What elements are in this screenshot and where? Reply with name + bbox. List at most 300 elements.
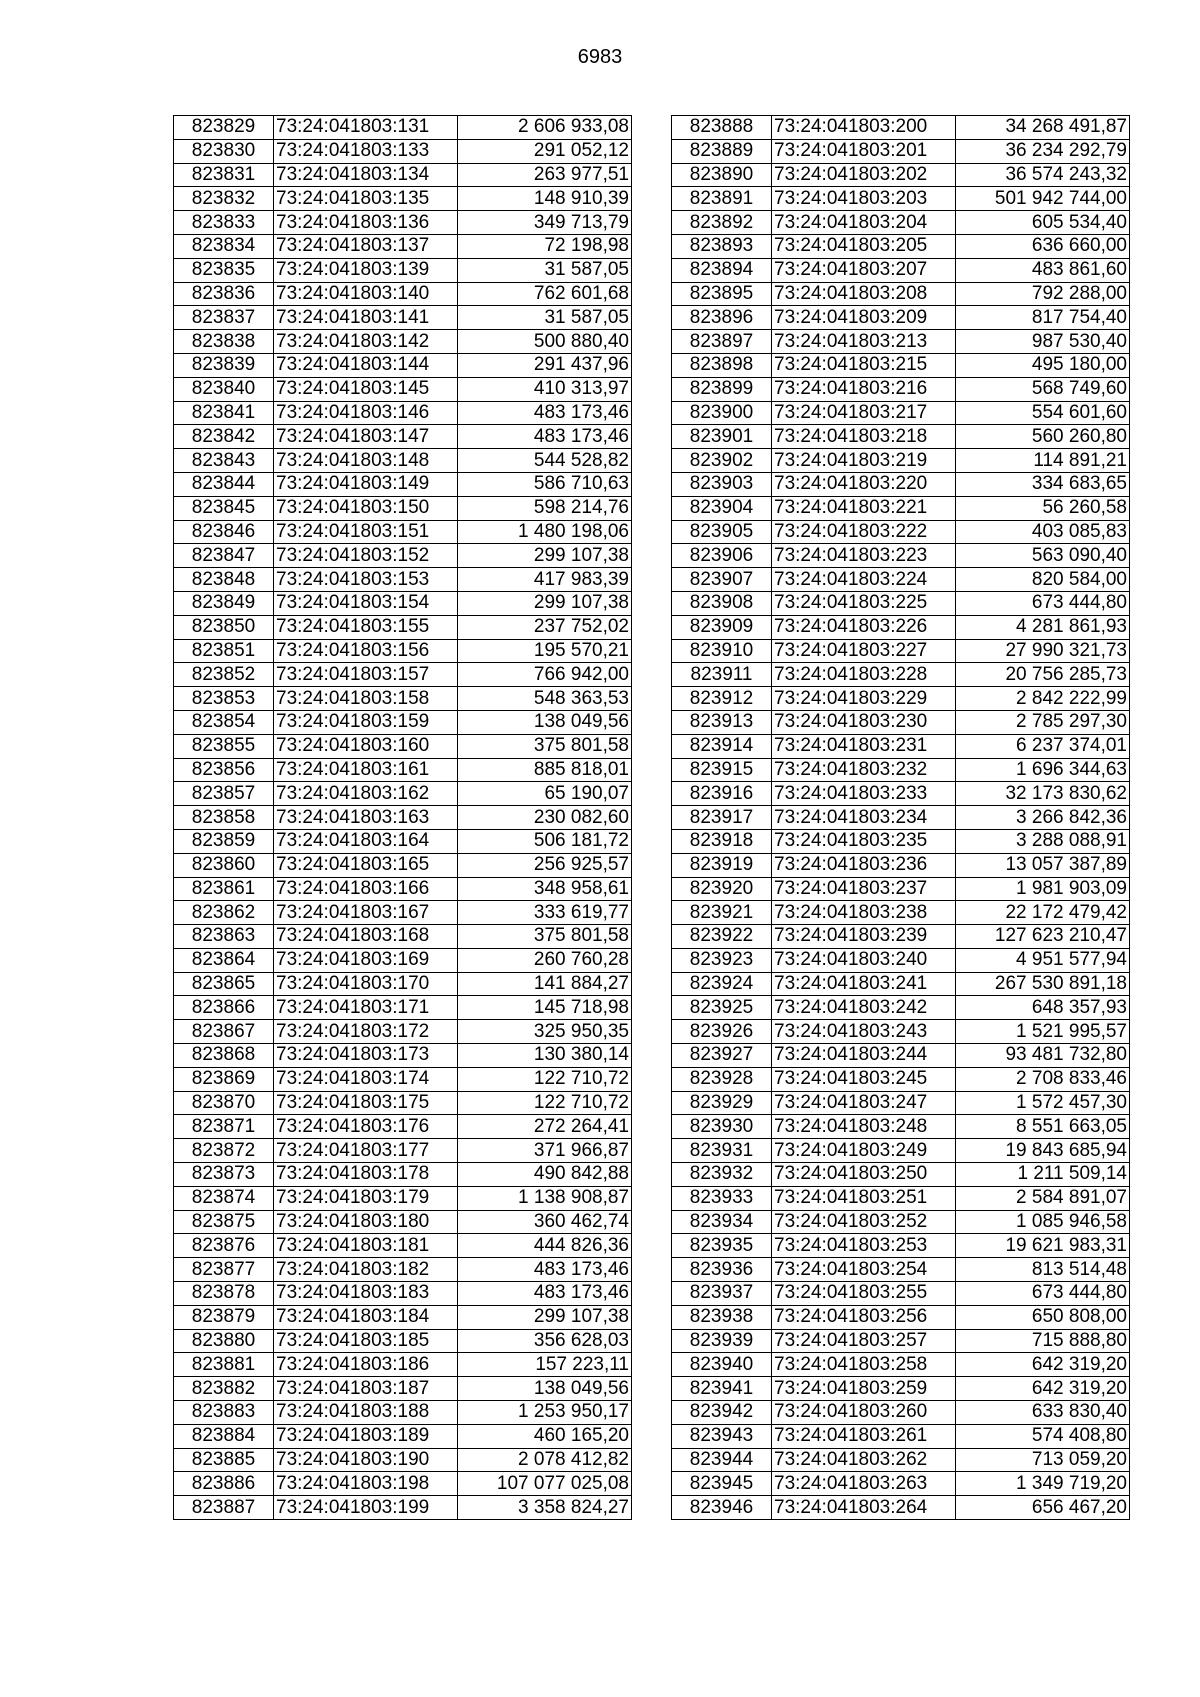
cadastral-value: 375 801,58 [458, 925, 632, 949]
cadastral-value: 501 942 744,00 [956, 187, 1130, 211]
cadastral-value: 1 521 995,57 [956, 1020, 1130, 1044]
cadastral-value: 500 880,40 [458, 330, 632, 354]
row-number: 823937 [672, 1282, 772, 1306]
cadastral-value: 648 357,93 [956, 996, 1130, 1020]
cadastral-number: 73:24:041803:172 [274, 1020, 458, 1044]
table-row [672, 568, 1130, 592]
cadastral-value: 272 264,41 [458, 1115, 632, 1139]
row-number: 823876 [174, 1234, 274, 1258]
row-number: 823841 [174, 401, 274, 425]
cadastral-value: 1 138 908,87 [458, 1186, 632, 1210]
cadastral-value: 560 260,80 [956, 425, 1130, 449]
row-number: 823855 [174, 734, 274, 758]
cadastral-value: 1 211 509,14 [956, 1163, 1130, 1187]
cadastral-value: 138 049,56 [458, 1377, 632, 1401]
cadastral-value: 32 173 830,62 [956, 782, 1130, 806]
cadastral-value: 107 077 025,08 [458, 1472, 632, 1496]
table-row [174, 877, 632, 901]
row-number: 823908 [672, 591, 772, 615]
table-row [174, 615, 632, 639]
cadastral-value: 673 444,80 [956, 591, 1130, 615]
row-number: 823914 [672, 734, 772, 758]
cadastral-number: 73:24:041803:217 [772, 401, 956, 425]
cadastral-value: 817 754,40 [956, 306, 1130, 330]
table-row [672, 663, 1130, 687]
table-row [672, 306, 1130, 330]
cadastral-number: 73:24:041803:258 [772, 1353, 956, 1377]
row-number: 823850 [174, 615, 274, 639]
cadastral-value: 410 313,97 [458, 377, 632, 401]
table-row [672, 1115, 1130, 1139]
cadastral-number: 73:24:041803:231 [772, 734, 956, 758]
row-number: 823840 [174, 377, 274, 401]
cadastral-number: 73:24:041803:243 [772, 1020, 956, 1044]
cadastral-value: 642 319,20 [956, 1353, 1130, 1377]
table-row [174, 1044, 632, 1068]
table-row [672, 353, 1130, 377]
cadastral-value: 792 288,00 [956, 282, 1130, 306]
table-row [672, 615, 1130, 639]
cadastral-number: 73:24:041803:240 [772, 948, 956, 972]
table-row [174, 972, 632, 996]
table-row [174, 401, 632, 425]
cadastral-number: 73:24:041803:145 [274, 377, 458, 401]
row-number: 823889 [672, 139, 772, 163]
cadastral-number: 73:24:041803:259 [772, 1377, 956, 1401]
table-row [174, 901, 632, 925]
cadastral-value: 13 057 387,89 [956, 853, 1130, 877]
cadastral-number: 73:24:041803:247 [772, 1091, 956, 1115]
table-row [672, 1186, 1130, 1210]
cadastral-number: 73:24:041803:182 [274, 1258, 458, 1282]
table-row [174, 853, 632, 877]
cadastral-number: 73:24:041803:245 [772, 1067, 956, 1091]
cadastral-value: 483 173,46 [458, 1258, 632, 1282]
table-row [672, 996, 1130, 1020]
cadastral-number: 73:24:041803:167 [274, 901, 458, 925]
table-row [174, 139, 632, 163]
cadastral-value: 813 514,48 [956, 1258, 1130, 1282]
table-row [672, 806, 1130, 830]
row-number: 823854 [174, 710, 274, 734]
cadastral-number: 73:24:041803:152 [274, 544, 458, 568]
cadastral-value: 20 756 285,73 [956, 663, 1130, 687]
table-row [174, 1282, 632, 1306]
cadastral-value: 766 942,00 [458, 663, 632, 687]
cadastral-number: 73:24:041803:174 [274, 1067, 458, 1091]
cadastral-number: 73:24:041803:133 [274, 139, 458, 163]
cadastral-number: 73:24:041803:151 [274, 520, 458, 544]
row-number: 823861 [174, 877, 274, 901]
table-row [672, 187, 1130, 211]
table-row [174, 258, 632, 282]
row-number: 823932 [672, 1163, 772, 1187]
row-number: 823897 [672, 330, 772, 354]
row-number: 823870 [174, 1091, 274, 1115]
row-number: 823882 [174, 1377, 274, 1401]
cadastral-value: 1 696 344,63 [956, 758, 1130, 782]
cadastral-number: 73:24:041803:234 [772, 806, 956, 830]
table-row [174, 496, 632, 520]
table-row [672, 234, 1130, 258]
cadastral-number: 73:24:041803:169 [274, 948, 458, 972]
cadastral-number: 73:24:041803:228 [772, 663, 956, 687]
cadastral-number: 73:24:041803:213 [772, 330, 956, 354]
table-row [672, 520, 1130, 544]
cadastral-number: 73:24:041803:186 [274, 1353, 458, 1377]
cadastral-value: 715 888,80 [956, 1329, 1130, 1353]
table-row [174, 544, 632, 568]
cadastral-value: 4 281 861,93 [956, 615, 1130, 639]
row-number: 823883 [174, 1401, 274, 1425]
cadastral-number: 73:24:041803:147 [274, 425, 458, 449]
cadastral-number: 73:24:041803:136 [274, 211, 458, 235]
row-number: 823846 [174, 520, 274, 544]
cadastral-number: 73:24:041803:153 [274, 568, 458, 592]
cadastral-value: 1 253 950,17 [458, 1401, 632, 1425]
row-number: 823832 [174, 187, 274, 211]
row-number: 823910 [672, 639, 772, 663]
row-number: 823902 [672, 449, 772, 473]
cadastral-table-right [671, 115, 1130, 1520]
table-row [174, 1210, 632, 1234]
cadastral-value: 237 752,02 [458, 615, 632, 639]
table-row [672, 948, 1130, 972]
row-number: 823926 [672, 1020, 772, 1044]
table-row [672, 401, 1130, 425]
cadastral-value: 267 530 891,18 [956, 972, 1130, 996]
cadastral-number: 73:24:041803:203 [772, 187, 956, 211]
table-row [174, 639, 632, 663]
table-row [672, 377, 1130, 401]
cadastral-value: 490 842,88 [458, 1163, 632, 1187]
row-number: 823894 [672, 258, 772, 282]
cadastral-number: 73:24:041803:236 [772, 853, 956, 877]
cadastral-number: 73:24:041803:199 [274, 1496, 458, 1520]
cadastral-number: 73:24:041803:201 [772, 139, 956, 163]
table-row [672, 1305, 1130, 1329]
row-number: 823829 [174, 116, 274, 140]
row-number: 823946 [672, 1496, 772, 1520]
cadastral-value: 987 530,40 [956, 330, 1130, 354]
cadastral-number: 73:24:041803:264 [772, 1496, 956, 1520]
cadastral-value: 642 319,20 [956, 1377, 1130, 1401]
cadastral-value: 483 861,60 [956, 258, 1130, 282]
row-number: 823941 [672, 1377, 772, 1401]
table-row [174, 1472, 632, 1496]
row-number: 823873 [174, 1163, 274, 1187]
cadastral-value: 145 718,98 [458, 996, 632, 1020]
cadastral-number: 73:24:041803:256 [772, 1305, 956, 1329]
cadastral-number: 73:24:041803:200 [772, 116, 956, 140]
cadastral-value: 36 574 243,32 [956, 163, 1130, 187]
row-number: 823909 [672, 615, 772, 639]
row-number: 823860 [174, 853, 274, 877]
cadastral-value: 554 601,60 [956, 401, 1130, 425]
table-row [174, 520, 632, 544]
cadastral-number: 73:24:041803:178 [274, 1163, 458, 1187]
cadastral-value: 348 958,61 [458, 877, 632, 901]
cadastral-number: 73:24:041803:184 [274, 1305, 458, 1329]
cadastral-number: 73:24:041803:198 [274, 1472, 458, 1496]
table-row [174, 1496, 632, 1520]
table-row [672, 211, 1130, 235]
cadastral-value: 483 173,46 [458, 401, 632, 425]
cadastral-value: 885 818,01 [458, 758, 632, 782]
cadastral-number: 73:24:041803:249 [772, 1139, 956, 1163]
row-number: 823907 [672, 568, 772, 592]
table-row [174, 472, 632, 496]
table-row [672, 782, 1130, 806]
table-row [174, 1353, 632, 1377]
cadastral-number: 73:24:041803:239 [772, 925, 956, 949]
cadastral-value: 650 808,00 [956, 1305, 1130, 1329]
row-number: 823911 [672, 663, 772, 687]
row-number: 823831 [174, 163, 274, 187]
cadastral-value: 568 749,60 [956, 377, 1130, 401]
row-number: 823857 [174, 782, 274, 806]
cadastral-number: 73:24:041803:139 [274, 258, 458, 282]
row-number: 823844 [174, 472, 274, 496]
row-number: 823837 [174, 306, 274, 330]
cadastral-value: 2 584 891,07 [956, 1186, 1130, 1210]
cadastral-value: 31 587,05 [458, 258, 632, 282]
table-row [174, 1115, 632, 1139]
row-number: 823877 [174, 1258, 274, 1282]
table-row [672, 829, 1130, 853]
cadastral-number: 73:24:041803:218 [772, 425, 956, 449]
row-number: 823888 [672, 116, 772, 140]
cadastral-number: 73:24:041803:163 [274, 806, 458, 830]
row-number: 823843 [174, 449, 274, 473]
cadastral-value: 4 951 577,94 [956, 948, 1130, 972]
table-row [672, 163, 1130, 187]
row-number: 823830 [174, 139, 274, 163]
row-number: 823904 [672, 496, 772, 520]
row-number: 823853 [174, 687, 274, 711]
cadastral-number: 73:24:041803:164 [274, 829, 458, 853]
row-number: 823885 [174, 1448, 274, 1472]
table-row [672, 1424, 1130, 1448]
row-number: 823905 [672, 520, 772, 544]
table-row [174, 806, 632, 830]
table-row [672, 425, 1130, 449]
table-row [174, 1020, 632, 1044]
cadastral-value: 360 462,74 [458, 1210, 632, 1234]
cadastral-number: 73:24:041803:160 [274, 734, 458, 758]
cadastral-number: 73:24:041803:263 [772, 1472, 956, 1496]
row-number: 823938 [672, 1305, 772, 1329]
table-row [174, 829, 632, 853]
cadastral-value: 673 444,80 [956, 1282, 1130, 1306]
table-row [672, 901, 1130, 925]
row-number: 823867 [174, 1020, 274, 1044]
cadastral-number: 73:24:041803:135 [274, 187, 458, 211]
row-number: 823917 [672, 806, 772, 830]
row-number: 823912 [672, 687, 772, 711]
row-number: 823892 [672, 211, 772, 235]
row-number: 823836 [174, 282, 274, 306]
page-number: 6983 [577, 46, 623, 68]
cadastral-value: 633 830,40 [956, 1401, 1130, 1425]
row-number: 823834 [174, 234, 274, 258]
cadastral-value: 256 925,57 [458, 853, 632, 877]
cadastral-value: 141 884,27 [458, 972, 632, 996]
cadastral-value: 31 587,05 [458, 306, 632, 330]
cadastral-value: 1 085 946,58 [956, 1210, 1130, 1234]
row-number: 823872 [174, 1139, 274, 1163]
cadastral-value: 56 260,58 [956, 496, 1130, 520]
row-number: 823919 [672, 853, 772, 877]
cadastral-number: 73:24:041803:144 [274, 353, 458, 377]
cadastral-number: 73:24:041803:190 [274, 1448, 458, 1472]
row-number: 823896 [672, 306, 772, 330]
cadastral-value: 127 623 210,47 [956, 925, 1130, 949]
row-number: 823890 [672, 163, 772, 187]
cadastral-number: 73:24:041803:142 [274, 330, 458, 354]
table-row [174, 925, 632, 949]
row-number: 823939 [672, 1329, 772, 1353]
row-number: 823945 [672, 1472, 772, 1496]
row-number: 823923 [672, 948, 772, 972]
table-row [672, 496, 1130, 520]
table-row [174, 187, 632, 211]
table-row [672, 449, 1130, 473]
table-row [672, 330, 1130, 354]
cadastral-value: 19 621 983,31 [956, 1234, 1130, 1258]
row-number: 823933 [672, 1186, 772, 1210]
table-row [672, 1401, 1130, 1425]
table-row [672, 1448, 1130, 1472]
cadastral-value: 574 408,80 [956, 1424, 1130, 1448]
cadastral-table-left [173, 115, 632, 1520]
row-number: 823835 [174, 258, 274, 282]
table-row [174, 330, 632, 354]
row-number: 823875 [174, 1210, 274, 1234]
table-row [672, 1020, 1130, 1044]
row-number: 823866 [174, 996, 274, 1020]
cadastral-value: 356 628,03 [458, 1329, 632, 1353]
cadastral-number: 73:24:041803:148 [274, 449, 458, 473]
cadastral-value: 122 710,72 [458, 1091, 632, 1115]
table-row [672, 972, 1130, 996]
cadastral-value: 65 190,07 [458, 782, 632, 806]
cadastral-value: 762 601,68 [458, 282, 632, 306]
table-row [174, 425, 632, 449]
cadastral-number: 73:24:041803:225 [772, 591, 956, 615]
cadastral-number: 73:24:041803:237 [772, 877, 956, 901]
row-number: 823838 [174, 330, 274, 354]
row-number: 823900 [672, 401, 772, 425]
cadastral-number: 73:24:041803:216 [772, 377, 956, 401]
row-number: 823918 [672, 829, 772, 853]
cadastral-value: 506 181,72 [458, 829, 632, 853]
cadastral-value: 2 606 933,08 [458, 116, 632, 140]
row-number: 823935 [672, 1234, 772, 1258]
cadastral-value: 325 950,35 [458, 1020, 632, 1044]
cadastral-value: 417 983,39 [458, 568, 632, 592]
cadastral-value: 636 660,00 [956, 234, 1130, 258]
table-row [174, 1258, 632, 1282]
row-number: 823924 [672, 972, 772, 996]
cadastral-value: 299 107,38 [458, 544, 632, 568]
cadastral-number: 73:24:041803:262 [772, 1448, 956, 1472]
cadastral-number: 73:24:041803:205 [772, 234, 956, 258]
cadastral-number: 73:24:041803:170 [274, 972, 458, 996]
row-number: 823842 [174, 425, 274, 449]
row-number: 823899 [672, 377, 772, 401]
cadastral-value: 6 237 374,01 [956, 734, 1130, 758]
cadastral-number: 73:24:041803:141 [274, 306, 458, 330]
cadastral-value: 114 891,21 [956, 449, 1130, 473]
cadastral-number: 73:24:041803:140 [274, 282, 458, 306]
row-number: 823886 [174, 1472, 274, 1496]
cadastral-number: 73:24:041803:220 [772, 472, 956, 496]
row-number: 823901 [672, 425, 772, 449]
cadastral-number: 73:24:041803:176 [274, 1115, 458, 1139]
cadastral-number: 73:24:041803:177 [274, 1139, 458, 1163]
row-number: 823863 [174, 925, 274, 949]
cadastral-number: 73:24:041803:161 [274, 758, 458, 782]
cadastral-number: 73:24:041803:233 [772, 782, 956, 806]
cadastral-value: 375 801,58 [458, 734, 632, 758]
table-row [672, 1329, 1130, 1353]
cadastral-value: 2 842 222,99 [956, 687, 1130, 711]
row-number: 823878 [174, 1282, 274, 1306]
cadastral-value: 598 214,76 [458, 496, 632, 520]
row-number: 823943 [672, 1424, 772, 1448]
row-number: 823880 [174, 1329, 274, 1353]
row-number: 823936 [672, 1258, 772, 1282]
cadastral-number: 73:24:041803:188 [274, 1401, 458, 1425]
cadastral-number: 73:24:041803:146 [274, 401, 458, 425]
table-row [672, 758, 1130, 782]
cadastral-number: 73:24:041803:202 [772, 163, 956, 187]
cadastral-value: 122 710,72 [458, 1067, 632, 1091]
cadastral-number: 73:24:041803:254 [772, 1258, 956, 1282]
cadastral-value: 2 785 297,30 [956, 710, 1130, 734]
table-row [174, 1091, 632, 1115]
cadastral-number: 73:24:041803:181 [274, 1234, 458, 1258]
row-number: 823887 [174, 1496, 274, 1520]
table-row [174, 710, 632, 734]
cadastral-value: 548 363,53 [458, 687, 632, 711]
cadastral-value: 460 165,20 [458, 1424, 632, 1448]
cadastral-number: 73:24:041803:244 [772, 1044, 956, 1068]
table-row [672, 1210, 1130, 1234]
table-row [174, 1401, 632, 1425]
cadastral-number: 73:24:041803:157 [274, 663, 458, 687]
cadastral-value: 299 107,38 [458, 1305, 632, 1329]
cadastral-value: 2 708 833,46 [956, 1067, 1130, 1091]
table-row [672, 258, 1130, 282]
cadastral-number: 73:24:041803:155 [274, 615, 458, 639]
table-row [672, 116, 1130, 140]
row-number: 823871 [174, 1115, 274, 1139]
row-number: 823927 [672, 1044, 772, 1068]
cadastral-number: 73:24:041803:226 [772, 615, 956, 639]
cadastral-number: 73:24:041803:187 [274, 1377, 458, 1401]
table-row [672, 139, 1130, 163]
table-row [672, 1044, 1130, 1068]
cadastral-number: 73:24:041803:149 [274, 472, 458, 496]
table-row [174, 449, 632, 473]
table-row [174, 948, 632, 972]
table-row [672, 1234, 1130, 1258]
row-number: 823891 [672, 187, 772, 211]
cadastral-number: 73:24:041803:229 [772, 687, 956, 711]
table-row [174, 1377, 632, 1401]
